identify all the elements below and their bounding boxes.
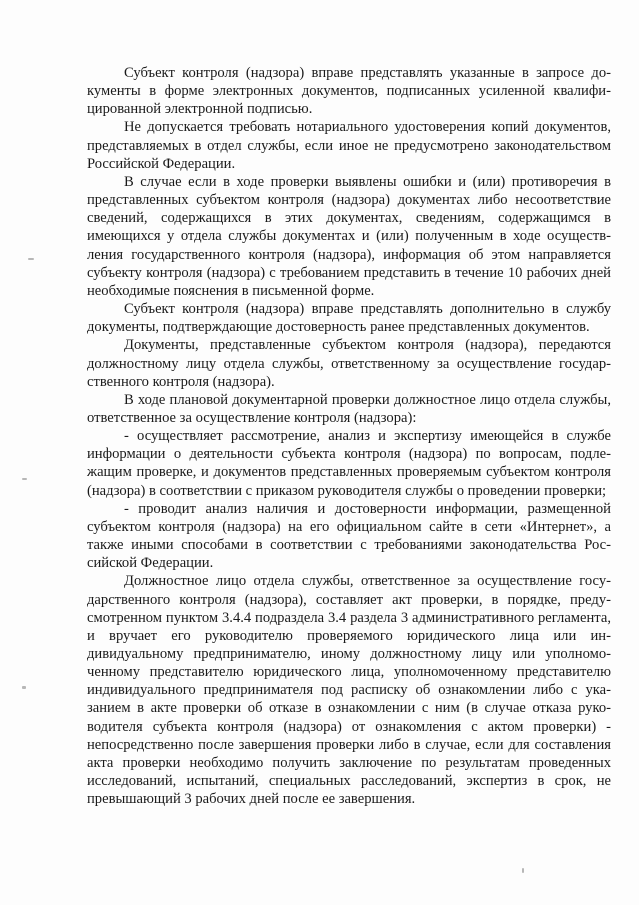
list-item-analysis: - осуществляет рассмотрение, анализ и экспертизу имеющейся в службе информации о деятельности субъекта контроля (надзора) по вопросам, подлежащим проверке, и документов представленных проверяемым субъектом контроля (надзора) в соответствии с приказом руководителя службы о проведении проверки; [87, 428, 611, 499]
scan-speck-2 [22, 478, 27, 480]
paragraph-planned-inspection: В ходе плановой документарной проверки должностное лицо отдела службы, ответственное за осуществление контроля (надзора): [87, 391, 611, 426]
paragraph-additional-docs: Субъект контроля (надзора) вправе представлять дополнительно в службу документы, подтверждающие достоверность ранее представленных документов. [87, 301, 611, 336]
scan-speck-4 [522, 868, 524, 873]
scan-speck-3 [22, 686, 26, 689]
list-item-website-check: - проводит анализ наличия и достоверности информации, размещенной субъектом контроля (надзора) на его официальном сайте в сети «Интернет», а также иными способами в соответствии с требованиями законодательства Российской Федерации. [87, 500, 611, 572]
paragraph-errors-contradictions: В случае если в ходе проверки выявлены ошибки и (или) противоречия в представленных субъектом контроля (надзора) документах либо несоответствие сведений, содержащихся в этих документах, сведениям, содержащимся в имеющихся у отдела службы документах и (или) полученным в ходе осуществления государственного контроля (надзора), информация об этом направляется субъекту контроля (надзора) с требованием представить в течение 10 рабочих дней необходимые пояснения в письменной форме. [87, 173, 611, 299]
paragraph-inspection-act: Должностное лицо отдела службы, ответственное за осуществление государственного контроля (надзора), составляет акт проверки, в порядке, предусмотренном пунктом 3.4.4 подраздела 3.4 раздела 3 административного регламента, и вручает его руководителю проверяемого юридического лица или индивидуальному предпринимателю, иному должностному лицу или уполномоченному представителю юридического лица, уполномоченному представителю индивидуального предпринимателя под расписку об ознакомлении либо с указанием в акте проверки об отказе в ознакомлении с ним (в случае отказа руководителя субъекта контроля (надзора) от ознакомления с актом проверки) - непосредственно после завершения проверки либо в случае, если для составления акта проверки необходимо получить заключение по результатам проведенных исследований, испытаний, специальных расследований, экспертиз в срок, не превышающий 3 рабочих дней после ее завершения. [87, 573, 611, 808]
scan-speck-1 [28, 258, 34, 260]
document-body [87, 64, 611, 808]
paragraph-notary-copies: Не допускается требовать нотариального удостоверения копий документов, представляемых в отдел службы, если иное не предусмотрено законодательством Российской Федерации. [87, 119, 611, 172]
paragraph-electronic-docs: Субъект контроля (надзора) вправе представлять указанные в запросе документы в форме электронных документов, подписанных усиленной квалифицированной электронной подписью. [87, 65, 611, 118]
paragraph-docs-transfer: Документы, представленные субъектом контроля (надзора), передаются должностному лицу отдела службы, ответственному за осуществление государственного контроля (надзора). [87, 337, 611, 390]
